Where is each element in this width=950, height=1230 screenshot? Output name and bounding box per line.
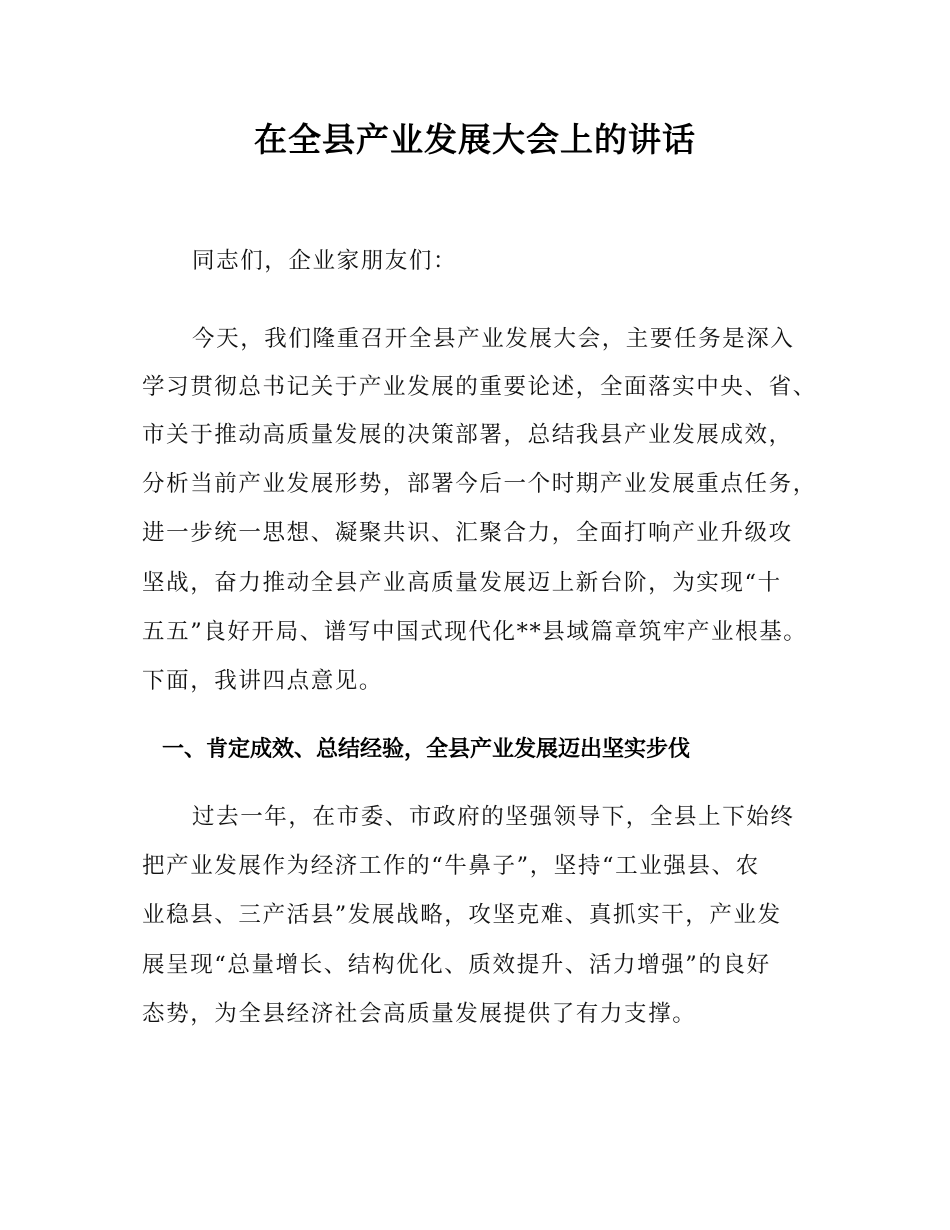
paragraph-line: 业稳县、三产活县”发展战略，攻坚克难、真抓实干，产业发 bbox=[142, 902, 782, 928]
paragraph-line: 进一步统一思想、凝聚共识、汇聚合力，全面打响产业升级攻 bbox=[142, 520, 793, 546]
paragraph-line: 分析当前产业发展形势，部署今后一个时期产业发展重点任务， bbox=[142, 471, 817, 497]
section-heading-1: 一、肯定成效、总结经验，全县产业发展迈出坚实步伐 bbox=[162, 737, 691, 762]
paragraph-line: 今天，我们隆重召开全县产业发展大会，主要任务是深入 bbox=[192, 326, 795, 352]
paragraph-line: 学习贯彻总书记关于产业发展的重要论述，全面落实中央、省、 bbox=[142, 374, 817, 400]
paragraph-line: 过去一年，在市委、市政府的坚强领导下，全县上下始终 bbox=[192, 804, 795, 830]
paragraph-line: 态势，为全县经济社会高质量发展提供了有力支撑。 bbox=[142, 1001, 697, 1027]
paragraph-line: 展呈现“总量增长、结构优化、质效提升、活力增强”的良好 bbox=[142, 952, 771, 978]
salutation: 同志们，企业家朋友们： bbox=[192, 248, 458, 274]
paragraph-line: 坚战，奋力推动全县产业高质量发展迈上新台阶，为实现“十 bbox=[142, 570, 782, 596]
paragraph-line: 市关于推动高质量发展的决策部署，总结我县产业发展成效， bbox=[142, 422, 793, 448]
document-title: 在全县产业发展大会上的讲话 bbox=[254, 120, 696, 159]
paragraph-line: 五五”良好开局、谱写中国式现代化**县域篇章筑牢产业根基。 bbox=[142, 619, 808, 645]
paragraph-line: 下面，我讲四点意见。 bbox=[142, 668, 384, 694]
paragraph-line: 把产业发展作为经济工作的“牛鼻子”，坚持“工业强县、农 bbox=[142, 853, 760, 879]
